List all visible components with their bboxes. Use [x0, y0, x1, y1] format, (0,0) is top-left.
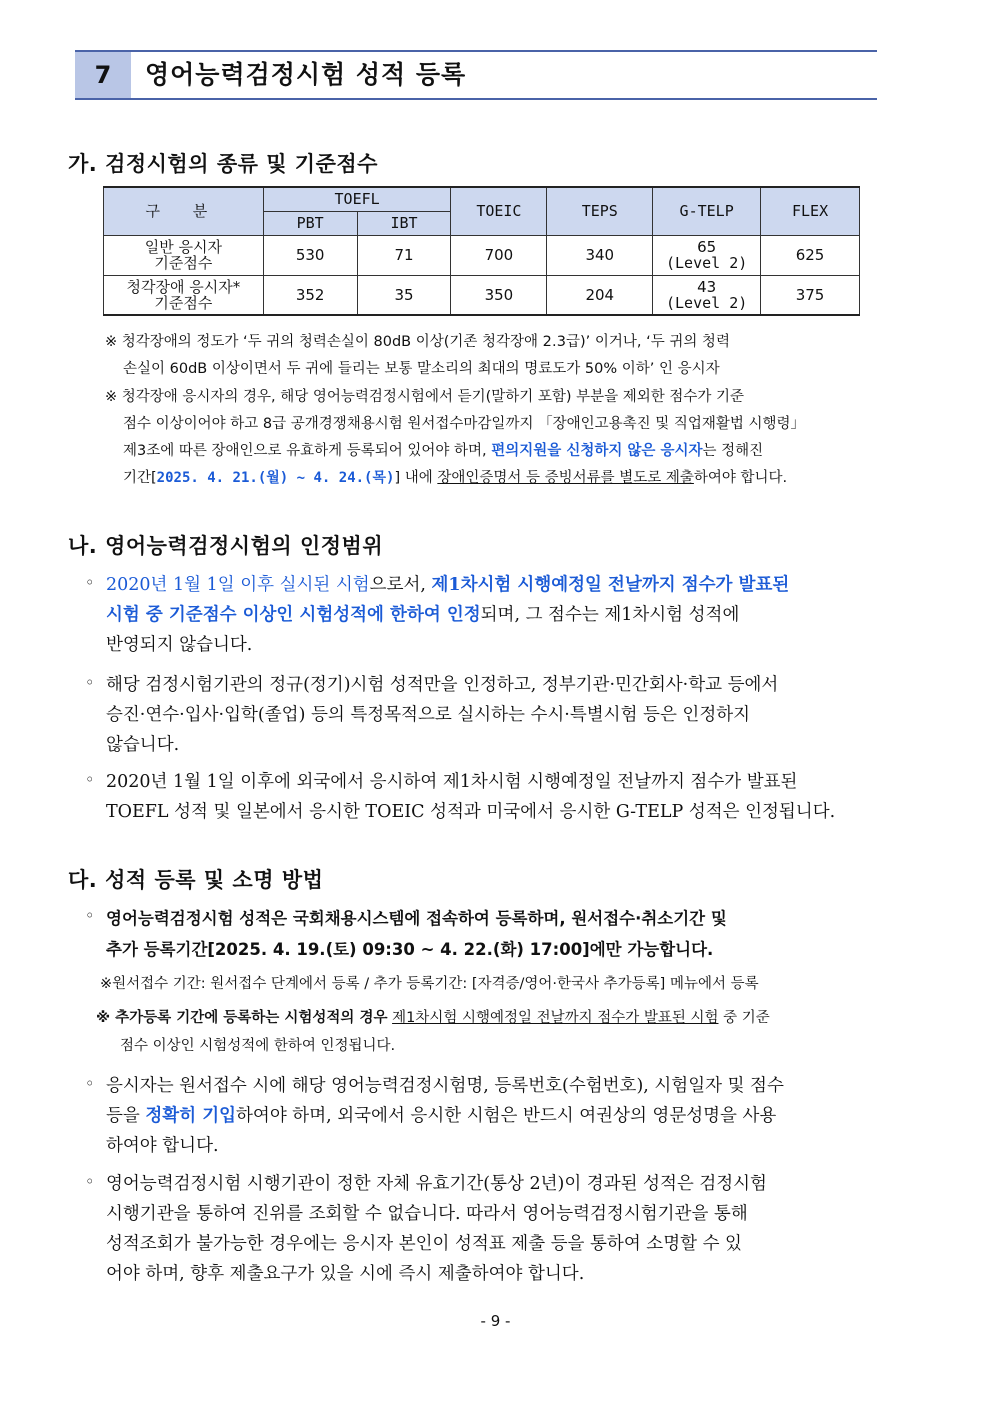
ibt-header: IBT: [357, 211, 451, 235]
bullet: ◦: [85, 673, 95, 692]
section-c-title: 다. 성적 등록 및 소명 방법: [68, 868, 324, 892]
teps-header: TEPS: [547, 187, 653, 235]
cell-flex: 625: [761, 235, 860, 275]
bullet: ◦: [85, 770, 95, 789]
section-b-para-3: 2020년 1월 1일 이후에 외국에서 응시하여 제1차시험 시행예정일 전날까지 점수가 발표된 TOEFL 성적 및 일본에서 응시한 TOEIC 성적과 미국에서 응시한 G-TELP 성적은 인정됩니다.: [106, 772, 836, 822]
bullet: ◦: [85, 1172, 95, 1191]
note-additional-registration: ※ 추가등록 기간에 등록하는 시험성적의 경우 제1차시험 시행예정일 전날까지 점수가 발표된 시험 중 기준 점수 이상인 시험성적에 한하여 인정됩니다.: [96, 1010, 770, 1054]
cell-flex: 375: [761, 275, 860, 315]
row-label: 청각장애 응시자* 기준점수: [104, 275, 264, 315]
section-number: 7: [75, 52, 131, 98]
bullet: ◦: [85, 573, 95, 592]
section-c-para-2: 응시자는 원서접수 시에 해당 영어능력검정시험명, 등록번호(수험번호), 시험일자 및 점수 등을 정확히 기입하여야 하며, 외국에서 응시한 시험은 반드시 여권상의 영문성명을 사용 하여야 합니다.: [106, 1076, 784, 1156]
cell-teps: 204: [547, 275, 653, 315]
note-hearing-definition: ※ 청각장애의 정도가 ‘두 귀의 청력손실이 80dB 이상(기존 청각장애 2․3급)’ 이거나, ‘두 귀의 청력 손실이 60dB 이상이면서 두 귀에 들리는 보통 말소리의 최대의 명료도가 50% 이하’ 인 응시자: [105, 334, 730, 377]
section-a-title: 가. 검정시험의 종류 및 기준점수: [68, 152, 378, 176]
page-number: - 9 -: [480, 1312, 511, 1330]
note-application-period: ※원서접수 기간: 원서접수 단계에서 등록 / 추가 등록기간: [자격증/영어·한국사 추가등록] 메뉴에서 등록: [100, 976, 759, 992]
cell-gtelp: 65 (Level 2): [653, 235, 761, 275]
section-c-para-3: 영어능력검정시험 시행기관이 정한 자체 유효기간(통상 2년)이 경과된 성적은 검정시험 시행기관을 통하여 진위를 조회할 수 없습니다. 따라서 영어능력검정시험기관을 통해 성적조회가 불가능한 경우에는 응시자 본인이 성적표 제출 등을 통하여 소명할 수 있 어야 하며, 향후 제출요구가 있을 시에 즉시 제출하여야 합니다.: [106, 1174, 767, 1284]
section-b-title: 나. 영어능력검정시험의 인정범위: [68, 534, 384, 558]
toefl-header: TOEFL: [263, 187, 451, 211]
category-header: 구 분: [104, 187, 264, 235]
gtelp-header: G-TELP: [653, 187, 761, 235]
flex-header: FLEX: [761, 187, 860, 235]
page-title: 영어능력검정시험 성적 등록: [145, 60, 467, 89]
header-rule-bottom: [75, 98, 877, 100]
toeic-header: TOEIC: [451, 187, 547, 235]
score-table: [103, 186, 860, 316]
bullet: ◦: [85, 906, 95, 925]
cell-toeic: 700: [451, 235, 547, 275]
pbt-header: PBT: [263, 211, 357, 235]
section-b-para-1: 2020년 1월 1일 이후 실시된 시험으로서, 제1차시험 시행예정일 전날까지 점수가 발표된 시험 중 기준점수 이상인 시험성적에 한하여 인정되며, 그 점수는 제1차시험 성적에 반영되지 않습니다.: [106, 575, 790, 655]
note-hearing-applicant: ※ 청각장애 응시자의 경우, 해당 영어능력검정시험에서 듣기(말하기 포함) 부분을 제외한 점수가 기준 점수 이상이어야 하고 8급 공개경쟁채용시험 원서접수마감일까지 「장애인고용촉진 및 직업재활법 시행령」 제3조에 따른 장애인으로 유효하게 등록되어 있어야 하며, 편의지원을 신청하지 않은 응시자는 정해진 기간[2025. 4. 21.(월) ~ 4. 24.(목)] 내에 장애인증명서 등 증빙서류를 별도로 제출하여야 합니다.: [105, 389, 806, 486]
table-row: [104, 235, 860, 275]
table-row: [104, 275, 860, 315]
cell-gtelp: 43 (Level 2): [653, 275, 761, 315]
cell-toeic: 350: [451, 275, 547, 315]
cell-ibt: 71: [357, 235, 451, 275]
cell-ibt: 35: [357, 275, 451, 315]
cell-pbt: 530: [263, 235, 357, 275]
cell-pbt: 352: [263, 275, 357, 315]
section-b-para-2: 해당 검정시험기관의 정규(정기)시험 성적만을 인정하고, 정부기관·민간회사·학교 등에서 승진·연수·입사·입학(졸업) 등의 특정목적으로 실시하는 수시·특별시험 등은 인정하지 않습니다.: [106, 675, 779, 755]
section-c-para-1: 영어능력검정시험 성적은 국회채용시스템에 접속하여 등록하며, 원서접수·취소기간 및 추가 등록기간[2025. 4. 19.(토) 09:30 ~ 4. 22.(화) 17:00]에만 가능합니다.: [106, 909, 727, 959]
row-label: 일반 응시자 기준점수: [104, 235, 264, 275]
bullet: ◦: [85, 1074, 95, 1093]
cell-teps: 340: [547, 235, 653, 275]
